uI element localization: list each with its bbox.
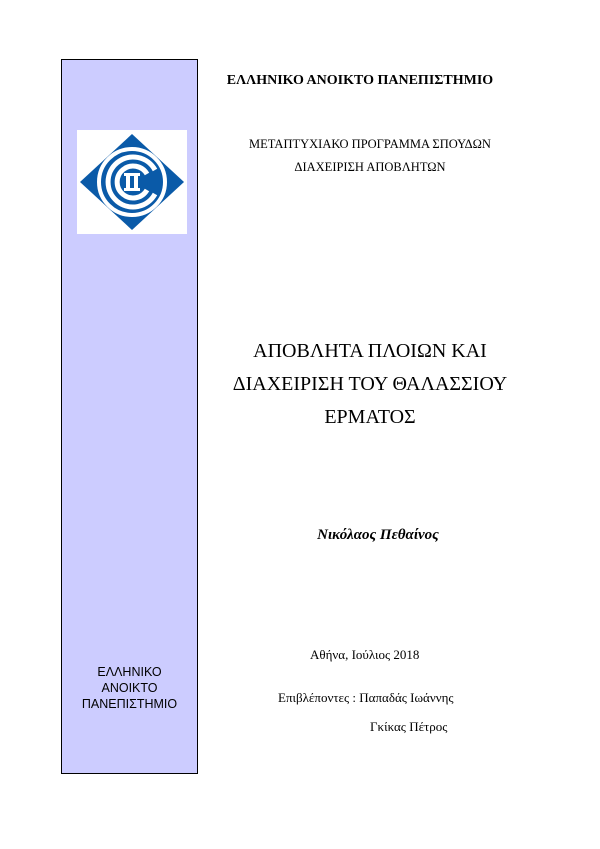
sidebar-line: ΕΛΛΗΝΙΚΟ xyxy=(97,665,162,679)
program-specialization: ΔΙΑΧΕΙΡΙΣΗ ΑΠΟΒΛΗΤΩΝ xyxy=(294,160,446,174)
program-name: ΜΕΤΑΠΤΥΧΙΑΚΟ ΠΡΟΓΡΑΜΜΑ ΣΠΟΥΔΩΝ xyxy=(249,137,491,151)
program-info xyxy=(200,133,540,179)
sidebar-line: ΑΝΟΙΚΤΟ xyxy=(101,681,158,695)
eap-logo-icon xyxy=(77,130,187,234)
sidebar-line: ΠΑΝΕΠΙΣΤΗΜΙΟ xyxy=(81,697,178,711)
thesis-title-line: ΕΡΜΑΤΟΣ xyxy=(324,406,416,428)
author-name: Νικόλαος Πεθαίνος xyxy=(317,527,439,543)
thesis-title-line: ΔΙΑΧΕΙΡΙΣΗ ΤΟΥ ΘΑΛΑΣΣΙΟΥ xyxy=(232,373,508,395)
university-title: ΕΛΛΗΝΙΚΟ ΑΝΟΙΚΤΟ ΠΑΝΕΠΙΣΤΗΜΙΟ xyxy=(226,73,494,88)
second-supervisor: Γκίκας Πέτρος xyxy=(370,719,448,734)
sidebar-university-name xyxy=(61,664,198,712)
thesis-title xyxy=(200,335,540,434)
date-place: Αθήνα, Ιούλιος 2018 xyxy=(310,647,420,662)
supervisors-line: Επιβλέποντες : Παπαδάς Ιωάννης xyxy=(278,690,454,705)
thesis-title-line: ΑΠΟΒΛΗΤΑ ΠΛΟΙΩΝ ΚΑΙ xyxy=(253,340,487,362)
